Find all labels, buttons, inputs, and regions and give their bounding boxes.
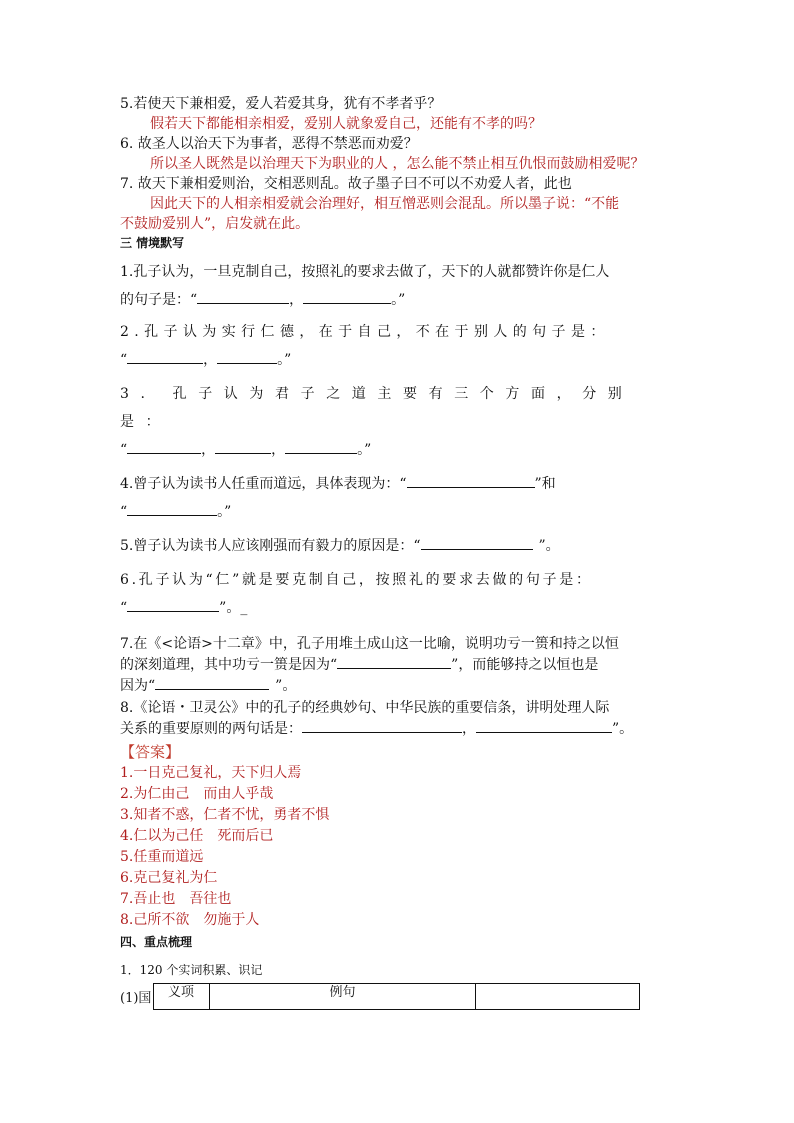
q7-post: ”，而能够持之以恒也是 xyxy=(451,657,599,673)
question-5 xyxy=(120,532,680,560)
question-4-line2 xyxy=(120,498,680,526)
q8-pre: 关系的重要原则的两句话是： xyxy=(120,721,302,737)
answer-2: 2.为仁由己 而由人乎哉 xyxy=(120,786,274,802)
translation-orig-7: 7. 故天下兼相爱则治，交相恶则乱。故子墨子曰不可以不劝爱人者，此也 xyxy=(120,176,572,192)
translation-trans-5: 假若天下都能相亲相爱，爱别人就象爱自己，还能有不孝的吗？ xyxy=(150,116,542,132)
question-3-line1: 3. 孔子认为君子之道主要有三个方面，分别是： xyxy=(120,386,634,430)
question-1-line1: 1.孔子认为，一旦克制自己，按照礼的要求去做了，天下的人就都赞许你是仁人 xyxy=(120,264,610,280)
answer-8: 8.己所不欲 勿施于人 xyxy=(120,912,260,928)
question-1-line2 xyxy=(120,286,680,314)
q4-post: ”和 xyxy=(534,476,556,492)
q7-pre: 的深刻道理，其中功亏一篑是因为“ xyxy=(120,657,338,673)
q2-blank-1[interactable] xyxy=(127,349,203,364)
q1-end: 。” xyxy=(391,292,406,308)
question-6-line1: 6.孔子认为“仁”就是要克制自己，按照礼的要求去做的句子是： xyxy=(120,572,593,588)
question-8-line1: 8.《论语・卫灵公》中的孔子的经典妙句、中华民族的重要信条，讲明处理人际 xyxy=(120,700,610,716)
q3-blank-2[interactable] xyxy=(215,439,271,454)
vocab-table xyxy=(153,983,640,1010)
q8-blank-2[interactable] xyxy=(476,718,612,733)
subsection-1-title: 1．120 个实词积累、识记 xyxy=(120,963,263,977)
table-header-row xyxy=(154,984,640,1010)
question-3-line2 xyxy=(120,436,680,464)
translation-orig-6: 6. 故圣人以治天下为事者，恶得不禁恶而劝爱？ xyxy=(120,136,418,152)
q1-pre: 的句子是：“ xyxy=(120,292,198,308)
q7-pre2: 因为“ xyxy=(120,678,156,694)
translation-trans-7b: 不鼓励爱别人”，启发就在此。 xyxy=(120,216,310,232)
q7-blank-2[interactable] xyxy=(155,675,269,690)
q8-sep: ， xyxy=(462,721,476,737)
q5-blank[interactable] xyxy=(421,535,533,550)
answer-5: 5.任重而道远 xyxy=(120,849,204,865)
q2-pre: “ xyxy=(120,352,128,368)
q6-pre: “ xyxy=(120,600,128,616)
q3-sep1: ， xyxy=(201,442,216,458)
answer-1: 1.一日克己复礼，天下归人焉 xyxy=(120,765,302,781)
q6-end: ”。_ xyxy=(219,600,248,616)
table-header-empty xyxy=(476,984,640,1010)
q1-sep: ， xyxy=(289,292,304,308)
q2-end: 。” xyxy=(277,352,292,368)
q4-pre: 4.曾子认为读书人任重而道远，具体表现为：“ xyxy=(120,476,407,492)
q4-blank-1[interactable] xyxy=(407,473,535,488)
q3-blank-3[interactable] xyxy=(285,439,357,454)
q3-pre: “ xyxy=(120,442,128,458)
q5-end: ”。 xyxy=(538,538,560,554)
question-8-line2 xyxy=(120,718,680,739)
section-4-title: 四、重点梳理 xyxy=(120,935,193,949)
translation-trans-7a: 因此天下的人相亲相爱就会治理好，相互憎恶则会混乱。所以墨子说：“不能 xyxy=(150,196,620,212)
q4-end: 。” xyxy=(217,504,232,520)
q8-end: ”。 xyxy=(612,721,634,737)
table-header-example: 例句 xyxy=(210,984,476,1010)
translation-trans-6: 所以圣人既然是以治理天下为职业的人 ，怎么能不禁止相互仇恨而鼓励相爱呢？ xyxy=(150,156,645,172)
q7-blank-1[interactable] xyxy=(337,654,451,669)
answer-6: 6.克己复礼为仁 xyxy=(120,870,218,886)
q1-blank-2[interactable] xyxy=(303,289,391,304)
answer-4: 4.仁以为己任 死而后已 xyxy=(120,828,274,844)
answers-title: 【答案】 xyxy=(120,743,181,761)
question-7-line3 xyxy=(120,675,680,696)
subsection-1-item: (1)国 xyxy=(120,991,152,1006)
q7-end: ”。 xyxy=(275,678,297,694)
table-header-meaning: 义项 xyxy=(154,984,210,1010)
question-2-line1 xyxy=(120,318,680,346)
q3-sep2: ， xyxy=(271,442,286,458)
section-3-title: 三 情境默写 xyxy=(120,236,185,250)
q8-blank-1[interactable] xyxy=(302,718,462,733)
q4-blank-2[interactable] xyxy=(127,501,217,516)
question-7-line1: 7.在《<论语>十二章》中，孔子用堆土成山这一比喻，说明功亏一篑和持之以恒 xyxy=(120,636,619,652)
q2-sep: ， xyxy=(203,352,218,368)
q4-pre2: “ xyxy=(120,504,128,520)
q6-blank[interactable] xyxy=(127,597,219,612)
answer-3: 3.知者不惑，仁者不忧，勇者不惧 xyxy=(120,807,330,823)
document-page xyxy=(120,94,680,1009)
q2-text: 2.孔子认为实行仁德，在于自己，不在于别人的句子是： xyxy=(120,324,610,340)
question-2-line2 xyxy=(120,346,680,374)
q3-end: 。” xyxy=(357,442,372,458)
q5-pre: 5.曾子认为读书人应该刚强而有毅力的原因是：“ xyxy=(120,538,421,554)
answer-7: 7.吾止也 吾往也 xyxy=(120,891,232,907)
translation-orig-5: 5.若使天下兼相爱，爱人若爱其身，犹有不孝者乎？ xyxy=(120,96,442,112)
question-7-line2 xyxy=(120,654,680,675)
question-4-line1 xyxy=(120,470,680,498)
q3-blank-1[interactable] xyxy=(127,439,201,454)
q1-blank-1[interactable] xyxy=(197,289,289,304)
q2-blank-2[interactable] xyxy=(217,349,277,364)
question-6-line2 xyxy=(120,594,680,622)
